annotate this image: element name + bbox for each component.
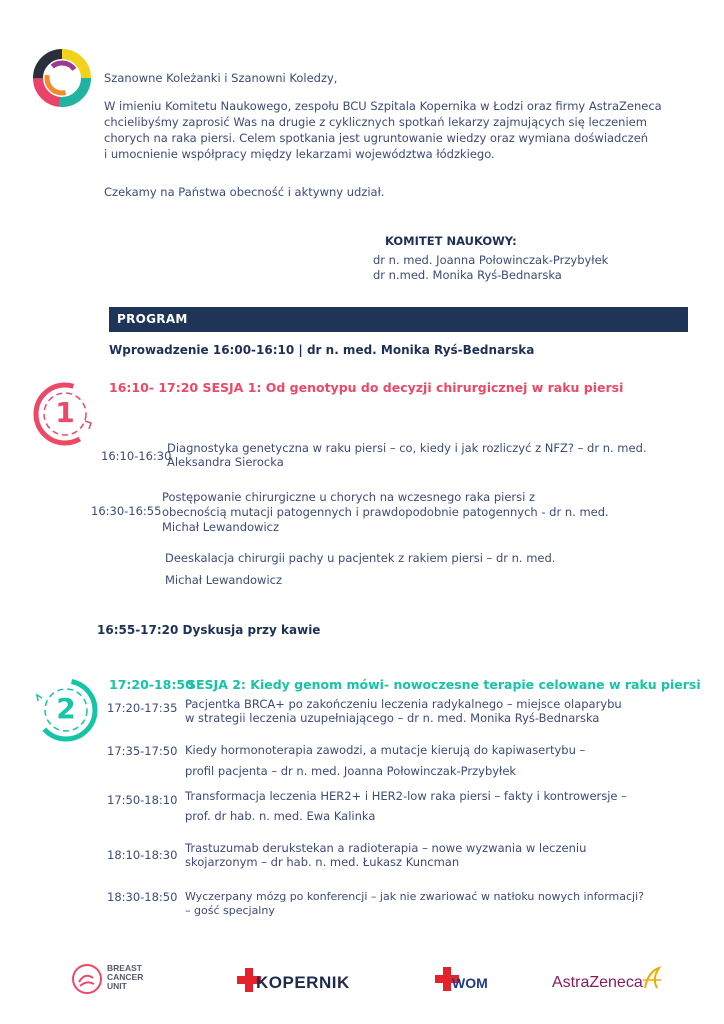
kopernik-wordmark: KOPERNIK: [256, 973, 350, 992]
talk-line: prof. dr hab. n. med. Ewa Kalinka: [185, 809, 376, 823]
talk-line: skojarzonym – dr hab. n. med. Łukasz Kuncman: [185, 855, 460, 869]
committee-member: dr n. med. Joanna Połowinczak-Przybyłek: [373, 253, 609, 267]
talk-time: 18:10-18:30: [107, 848, 178, 862]
committee-heading: KOMITET NAUKOWY:: [385, 234, 517, 248]
talk-line: Kiedy hormonoterapia zawodzi, a mutacje kierują do kapiwasertybu –: [185, 743, 586, 757]
talk-time: 16:30-16:55: [91, 504, 162, 518]
program-header-bar: [109, 307, 688, 332]
talk-line: w strategii leczenia uzupełniającego – dr n. med. Monika Ryś-Bednarska: [185, 711, 600, 725]
greeting: Szanowne Koleżanki i Szanowni Koledzy,: [104, 71, 338, 85]
talk-line: Postępowanie chirurgiczne u chorych na wczesnego raka piersi z: [162, 490, 536, 504]
intro-line: chcielibyśmy zaprosić Was na drugie z cyklicznych spotkań lekarzy zajmujących się leczeniem: [104, 115, 647, 129]
talk-time: 16:10-16:30: [101, 449, 172, 463]
talk-line: Transformacja leczenia HER2+ i HER2-low raka piersi – fakty i kontrowersje –: [185, 789, 627, 803]
talk-description: [185, 697, 622, 725]
wom-logo: [434, 966, 494, 994]
talk-time: 17:20-17:35: [107, 701, 178, 715]
talk-description: [167, 441, 647, 469]
talk-description: [162, 490, 609, 535]
session-2-title: SESJA 2: Kiedy genom mówi- nowoczesne terapie celowane w raku piersi: [187, 677, 701, 692]
committee-member: dr n.med. Monika Ryś-Bednarska: [373, 268, 562, 282]
breast-cancer-unit-logo: [70, 962, 170, 996]
bcu-ring-icon: [70, 962, 104, 996]
intro-line: chorych na raka piersi. Celem spotkania jest ugruntowanie wiedzy oraz wymiana doświadczeń: [104, 131, 649, 145]
intro-paragraph: [104, 98, 704, 162]
wom-wordmark: WOM: [452, 975, 488, 991]
talk-line: Pacjentka BRCA+ po zakończeniu leczenia radykalnego – miejsce olaparybu: [185, 697, 622, 711]
talk-time: 18:30-18:50: [107, 890, 178, 904]
talk-line: profil pacjenta – dr n. med. Joanna Połowinczak-Przybyłek: [185, 764, 517, 778]
talk-time: 17:50-18:10: [107, 793, 178, 807]
session-1-number: 1: [55, 396, 75, 429]
talk-description: [185, 841, 586, 869]
program-label: PROGRAM: [117, 312, 188, 326]
bcu-logo-line: BREAST: [107, 963, 142, 973]
talk-line: – gość specjalny: [185, 904, 275, 917]
session-2-time: 17:20-18:50: [109, 677, 194, 692]
talk-line: Michał Lewandowicz: [165, 573, 283, 587]
talk-time: 17:35-17:50: [107, 744, 178, 758]
session-2-number: 2: [56, 692, 76, 725]
talk-line: Deeskalacja chirurgii pachy u pacjentek z rakiem piersi – dr n. med.: [165, 551, 556, 565]
talk-description: [185, 786, 627, 826]
bcu-logo-line: UNIT: [107, 981, 127, 991]
astrazeneca-wordmark: AstraZeneca: [552, 974, 643, 991]
talk-line: Diagnostyka genetyczna w raku piersi – co, kiedy i jak rozliczyć z NFZ? – dr n. med.: [167, 441, 647, 455]
session-1-title: 16:10- 17:20 SESJA 1: Od genotypu do decyzji chirurgicznej w raku piersi: [109, 380, 624, 395]
kopernik-logo: [236, 967, 356, 995]
closing-line: Czekamy na Państwa obecność i aktywny udział.: [104, 185, 385, 199]
talk-description: [165, 547, 555, 591]
talk-line: Trastuzumab derukstekan a radioterapia – nowe wyzwania w leczeniu: [185, 841, 587, 855]
intro-line: i umocnienie współpracy między lekarzami województwa łódzkiego.: [104, 147, 495, 161]
program-intro-line: Wprowadzenie 16:00-16:10 | dr n. med. Monika Ryś-Bednarska: [109, 343, 535, 357]
intro-line: W imieniu Komitetu Naukowego, zespołu BCU Szpitala Kopernika w Łodzi oraz firmy AstraZeneca: [104, 99, 662, 113]
coffee-break: 16:55-17:20 Dyskusja przy kawie: [97, 623, 321, 637]
astrazeneca-symbol-icon: [641, 966, 663, 992]
talk-line: Wyczerpany mózg po konferencji – jak nie zwariować w natłoku nowych informacji?: [185, 890, 644, 903]
bcu-logo-line: CANCER: [107, 972, 144, 982]
astrazeneca-logo: [552, 966, 667, 996]
talk-line: Michał Lewandowicz: [162, 520, 280, 534]
talk-line: Aleksandra Sierocka: [167, 455, 284, 469]
talk-description: [185, 890, 644, 918]
talk-line: obecnością mutacji patogennych i prawdopodobnie patogennych - dr n. med.: [162, 505, 609, 519]
talk-description: [185, 740, 585, 782]
decorative-ring-logo: [28, 44, 96, 112]
